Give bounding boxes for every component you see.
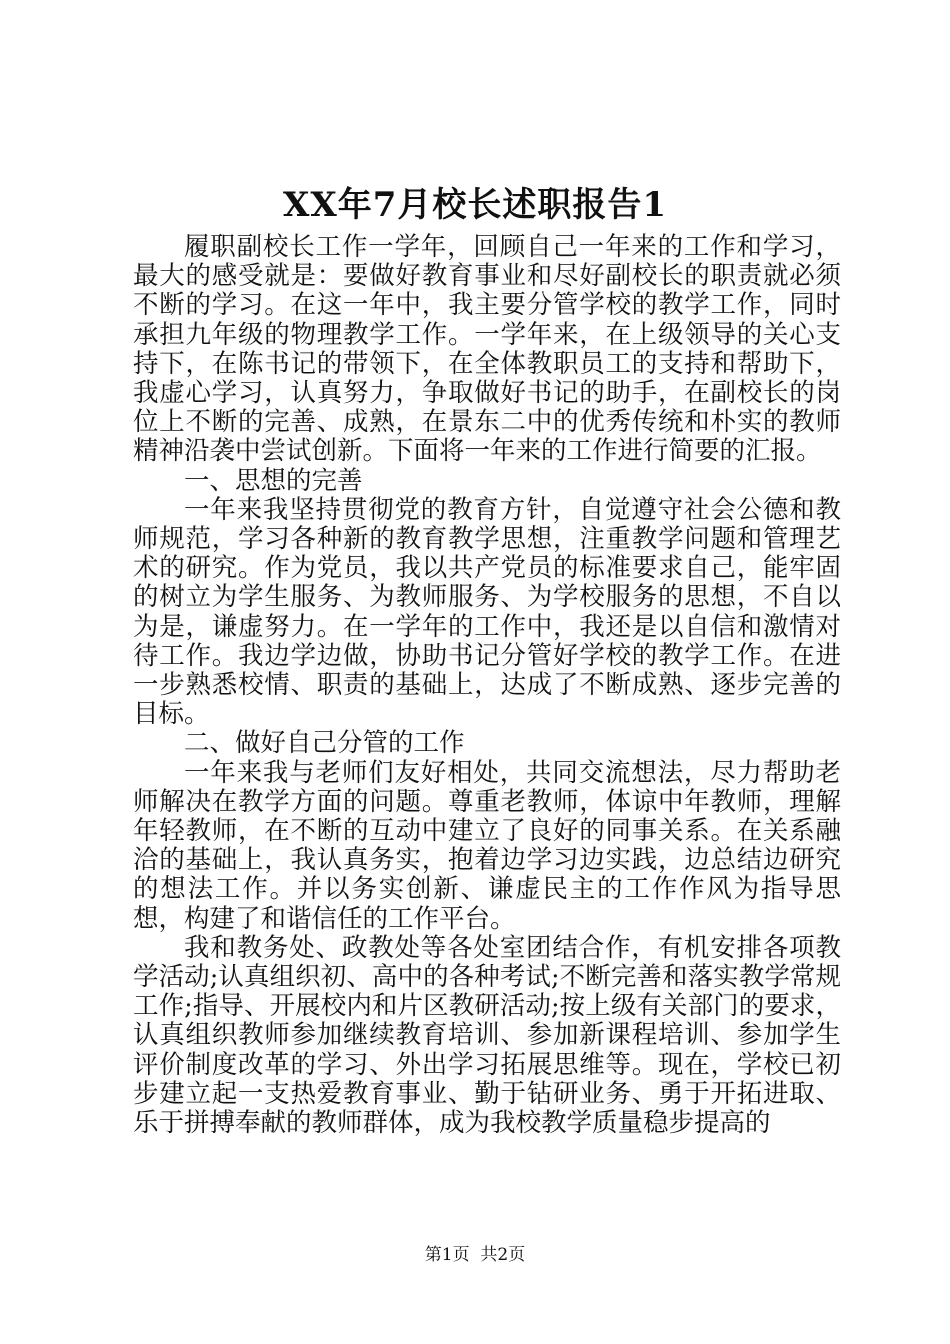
page-footer	[0, 1244, 950, 1266]
paragraph-section-2a: 一年来我与老师们友好相处，共同交流想法，尽力帮助老师解决在教学方面的问题。尊重老教师，体谅中年教师，理解年轻教师，在不断的互动中建立了良好的同事关系。在关系融洽的基础上，我认真务实，抱着边学习边实践，边总结边研究的想法工作。并以务实创新、谦虚民主的工作作风为指导思想，构建了和谐信任的工作平台。	[133, 757, 841, 934]
paragraph-intro: 履职副校长工作一学年，回顾自己一年来的工作和学习，最大的感受就是：要做好教育事业和尽好副校长的职责就必须不断的学习。在这一年中，我主要分管学校的教学工作，同时承担九年级的物理教学工作。一学年来，在上级领导的关心支持下，在陈书记的带领下，在全体教职员工的支持和帮助下，我虚心学习，认真努力，争取做好书记的助手，在副校长的岗位上不断的完善、成熟，在景东二中的优秀传统和朴实的教师精神沿袭中尝试创新。下面将一年来的工作进行简要的汇报。	[133, 232, 841, 467]
document-title: XX年7月校长述职报告1	[282, 185, 668, 225]
page-total: 共2页	[480, 1245, 526, 1265]
section-heading-2: 二、做好自己分管的工作	[184, 728, 465, 759]
section-heading-1: 一、思想的完善	[184, 465, 363, 496]
paragraph-section-2b: 我和教务处、政教处等各处室团结合作，有机安排各项教学活动;认真组织初、高中的各种考试;不断完善和落实教学常规工作;指导、开展校内和片区教研活动;按上级有关部门的要求，认真组织教师参加继续教育培训、参加新课程培训、参加学生评价制度改革的学习、外出学习拓展思维等。现在，学校已初步建立起一支热爱教育事业、勤于钻研业务、勇于开拓进取、乐于拼搏奉献的教师群体，成为我校教学质量稳步提高的	[133, 932, 841, 1139]
page-number: 第1页	[424, 1245, 470, 1265]
footer-separator	[470, 1245, 481, 1265]
document-body	[133, 233, 841, 1138]
paragraph-section-1: 一年来我坚持贯彻党的教育方针，自觉遵守社会公德和教师规范，学习各种新的教育教学思想，注重教学问题和管理艺术的研究。作为党员，我以共产党员的标准要求自己，能牢固的树立为学生服务、为教师服务、为学校服务的思想，不自以为是，谦虚努力。在一学年的工作中，我还是以自信和激情对待工作。我边学边做，协助书记分管好学校的教学工作。在进一步熟悉校情、职责的基础上，达成了不断成熟、逐步完善的目标。	[133, 494, 841, 730]
